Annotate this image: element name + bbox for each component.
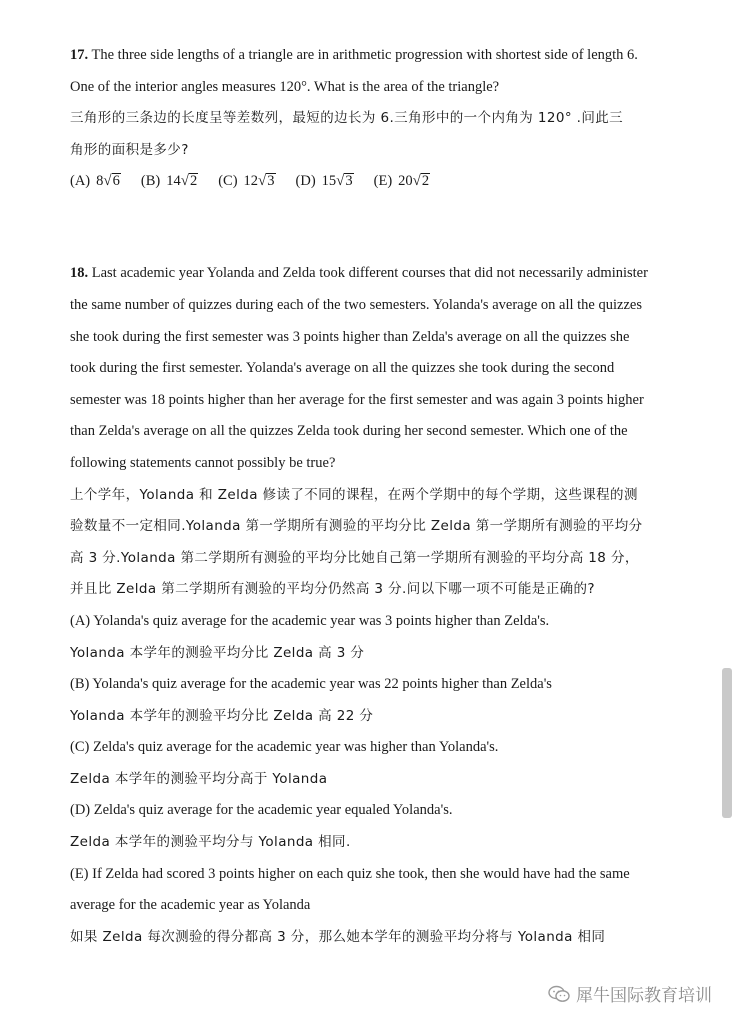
question-18 [70, 258, 670, 953]
q18-option-a-en: (A) Yolanda's quiz average for the academic year was 3 points higher than Zelda's. [70, 612, 550, 629]
q18-text-zh-1: 上个学年，Yolanda 和 Zelda 修读了不同的课程，在两个学期中的每个学期，这些课程的测 [70, 486, 638, 503]
q18-text-en-7: following statements cannot possibly be true? [70, 454, 336, 471]
q18-option-c-zh: Zelda 本学年的测验平均分高于 Yolanda [70, 770, 328, 787]
radical-expression [398, 166, 430, 196]
radical-expression [244, 166, 276, 196]
q17-text-zh-1: 三角形的三条边的长度呈等差数列，最短的边长为 6.三角形中的一个内角为 120° .问此三 [70, 110, 624, 127]
q18-option-c-en: (C) Zelda's quiz average for the academic year was higher than Yolanda's. [70, 739, 499, 756]
radical-sign-icon: √ [103, 173, 112, 190]
q17-text-en-1: The three side lengths of a triangle are in arithmetic progression with shortest side of length 6. [91, 47, 638, 63]
q18-text-en-6: than Zelda's average on all the quizzes Zelda took during her second semester. Which one of the [70, 423, 628, 440]
q17-choice-d [296, 166, 354, 196]
choice-label: (B) [140, 173, 161, 190]
q18-text-en-5: semester was 18 points higher than her average for the first semester and was again 3 points higher [70, 391, 644, 408]
coefficient: 8 [96, 173, 104, 190]
q18-option-e-zh: 如果 Zelda 每次测验的得分都高 3 分，那么她本学年的测验平均分将与 Yolanda 相同 [70, 928, 606, 945]
q18-option-d-en: (D) Zelda's quiz average for the academic year equaled Yolanda's. [70, 802, 453, 819]
question-17 [70, 40, 670, 196]
radicand: 3 [345, 173, 353, 190]
radical-sign-icon: √ [258, 173, 267, 190]
radical-expression [322, 166, 354, 196]
choice-label: (E) [373, 173, 393, 190]
radicand: 2 [421, 173, 430, 190]
q18-option-d-zh: Zelda 本学年的测验平均分与 Yolanda 相同. [70, 834, 351, 851]
choice-label: (A) [70, 173, 91, 190]
wechat-icon [548, 985, 570, 1003]
radical-expression [96, 166, 121, 196]
q17-text-en-2: One of the interior angles measures 120°. What is the area of the triangle? [70, 78, 500, 95]
watermark [548, 981, 712, 1006]
q18-option-e-en: (E) If Zelda had scored 3 points higher on each quiz she took, then she would have had the same [70, 865, 630, 882]
watermark-text: 犀牛国际教育培训 [576, 986, 712, 1006]
choice-label: (C) [218, 173, 238, 190]
q17-choice-e [374, 166, 431, 196]
coefficient: 20 [398, 173, 413, 190]
q18-option-b-en: (B) Yolanda's quiz average for the academic year was 22 points higher than Zelda's [70, 676, 552, 693]
q18-number: 18. [70, 265, 89, 282]
radical-sign-icon: √ [180, 173, 189, 190]
radical-sign-icon: √ [412, 173, 421, 190]
q18-text-en-4: took during the first semester. Yolanda's average on all the quizzes she took during the second [70, 360, 615, 377]
q18-option-b-zh: Yolanda 本学年的测验平均分比 Zelda 高 22 分 [70, 707, 374, 724]
radicand: 3 [267, 173, 275, 190]
q18-text-zh-4: 并且比 Zelda 第二学期所有测验的平均分仍然高 3 分.问以下哪一项不可能是正确的? [70, 581, 595, 598]
q18-text-en-3: she took during the first semester was 3 points higher than Zelda's average on all the quizzes she [70, 328, 630, 345]
coefficient: 14 [166, 173, 181, 190]
q17-text-zh-2: 角形的面积是多少? [70, 141, 189, 158]
document-page [70, 40, 670, 953]
q17-number: 17. [70, 47, 89, 63]
q17-choice-b [141, 166, 198, 196]
q17-choice-a [70, 166, 121, 196]
radicand: 2 [189, 173, 198, 190]
q17-choices [70, 166, 670, 196]
radical-expression [166, 166, 198, 196]
q18-text-zh-3: 高 3 分.Yolanda 第二学期所有测验的平均分比她自己第一学期所有测验的平均分高 18 分， [70, 549, 639, 566]
q18-option-e-en-2: average for the academic year as Yolanda [70, 897, 311, 914]
q18-text-zh-2: 验数量不一定相同.Yolanda 第一学期所有测验的平均分比 Zelda 第一学期所有测验的平均分 [70, 518, 643, 535]
scrollbar-thumb[interactable] [722, 668, 732, 818]
coefficient: 15 [321, 173, 337, 190]
radical-sign-icon: √ [336, 173, 345, 190]
q18-option-a-zh: Yolanda 本学年的测验平均分比 Zelda 高 3 分 [70, 644, 365, 661]
radicand: 6 [112, 173, 120, 190]
coefficient: 12 [243, 173, 259, 190]
q18-text-en-2: the same number of quizzes during each of the two semesters. Yolanda's average on all the quizzes [70, 296, 642, 313]
q18-line-1 [70, 258, 670, 290]
q18-text-en-1: Last academic year Yolanda and Zelda took different courses that did not necessarily administer [91, 265, 648, 282]
q17-line-1 [70, 40, 670, 72]
spacer [70, 196, 670, 258]
choice-label: (D) [295, 173, 316, 190]
q17-choice-c [218, 166, 275, 196]
